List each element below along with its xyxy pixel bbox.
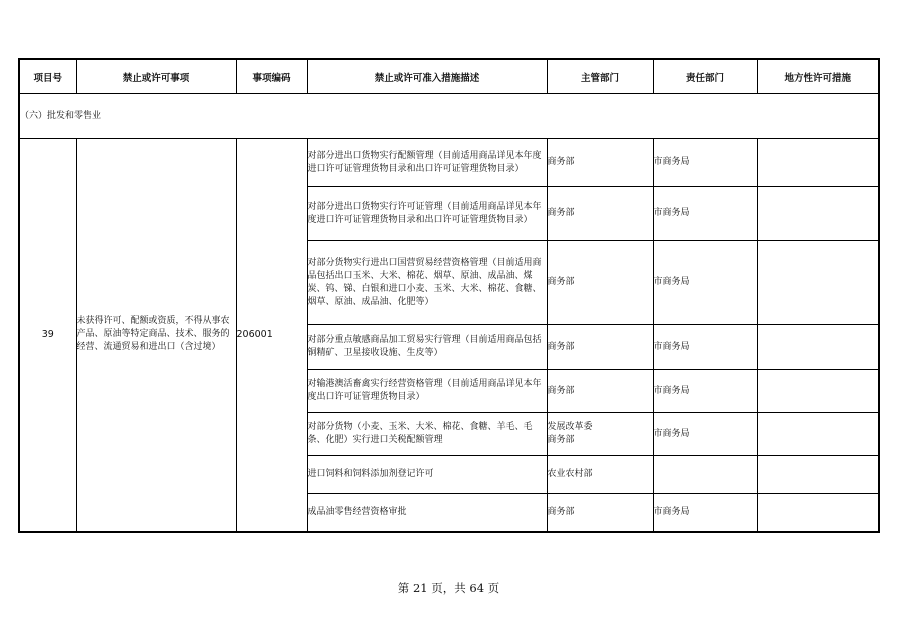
header-responsible-department: 责任部门 [653, 59, 757, 94]
local-measure-cell [757, 370, 879, 413]
section-row [19, 94, 879, 139]
page-number-footer: 第 21 页，共 64 页 [397, 581, 500, 595]
measure-description-cell: 进口饲料和饲料添加剂登记许可 [307, 456, 547, 494]
local-measure-cell [757, 241, 879, 325]
competent-department-cell: 农业农村部 [547, 456, 653, 494]
measure-description-cell: 对部分进出口货物实行配额管理（目前适用商品详见本年度进口许可证管理货物目录和出口许可证管理货物目录） [307, 139, 547, 187]
responsible-department-cell [653, 456, 757, 494]
header-row [19, 59, 879, 94]
permit-list-table [18, 58, 880, 533]
section-title: （六）批发和零售业 [19, 94, 879, 139]
header-local-measure: 地方性许可措施 [757, 59, 879, 94]
local-measure-cell [757, 187, 879, 241]
responsible-department-cell: 市商务局 [653, 370, 757, 413]
item-number-cell: 39 [19, 139, 76, 532]
header-item-matter: 禁止或许可事项 [76, 59, 236, 94]
responsible-department-cell: 市商务局 [653, 241, 757, 325]
measure-description-cell: 对部分重点敏感商品加工贸易实行管理（目前适用商品包括铜精矿、卫星接收设施、生皮等） [307, 325, 547, 370]
competent-department-cell: 商务部 [547, 494, 653, 532]
measure-description-cell: 对输港澳活畜禽实行经营资格管理（目前适用商品详见本年度出口许可证管理货物目录） [307, 370, 547, 413]
table-row [19, 139, 879, 187]
local-measure-cell [757, 494, 879, 532]
competent-department-cell: 发展改革委 商务部 [547, 413, 653, 456]
competent-department-cell: 商务部 [547, 241, 653, 325]
responsible-department-cell: 市商务局 [653, 413, 757, 456]
header-item-code: 事项编码 [236, 59, 307, 94]
local-measure-cell [757, 413, 879, 456]
measure-description-cell: 对部分货物（小麦、玉米、大米、棉花、食糖、羊毛、毛条、化肥）实行进口关税配额管理 [307, 413, 547, 456]
item-code-cell: 206001 [236, 139, 307, 532]
local-measure-cell [757, 325, 879, 370]
responsible-department-cell: 市商务局 [653, 494, 757, 532]
local-measure-cell [757, 139, 879, 187]
responsible-department-cell: 市商务局 [653, 139, 757, 187]
document-table-container [18, 58, 878, 533]
measure-description-cell: 对部分进出口货物实行许可证管理（目前适用商品详见本年度进口许可证管理货物目录和出口许可证管理货物目录） [307, 187, 547, 241]
responsible-department-cell: 市商务局 [653, 325, 757, 370]
responsible-department-cell: 市商务局 [653, 187, 757, 241]
measure-description-cell: 成品油零售经营资格审批 [307, 494, 547, 532]
local-measure-cell [757, 456, 879, 494]
competent-department-cell: 商务部 [547, 187, 653, 241]
measure-description-cell: 对部分货物实行进出口国营贸易经营资格管理（目前适用商品包括出口玉米、大米、棉花、烟草、原油、成品油、煤炭、钨、锑、白银和进口小麦、玉米、大米、棉花、食糖、烟草、原油、成品油、化肥等） [307, 241, 547, 325]
header-measure-description: 禁止或许可准入措施描述 [307, 59, 547, 94]
competent-department-cell: 商务部 [547, 370, 653, 413]
competent-department-cell: 商务部 [547, 325, 653, 370]
header-item-number: 项目号 [19, 59, 76, 94]
item-matter-cell: 未获得许可、配额或资质，不得从事农产品、原油等特定商品、技术、服务的经营、流通贸易和进出口（含过境） [76, 139, 236, 532]
competent-department-cell: 商务部 [547, 139, 653, 187]
header-competent-department: 主管部门 [547, 59, 653, 94]
